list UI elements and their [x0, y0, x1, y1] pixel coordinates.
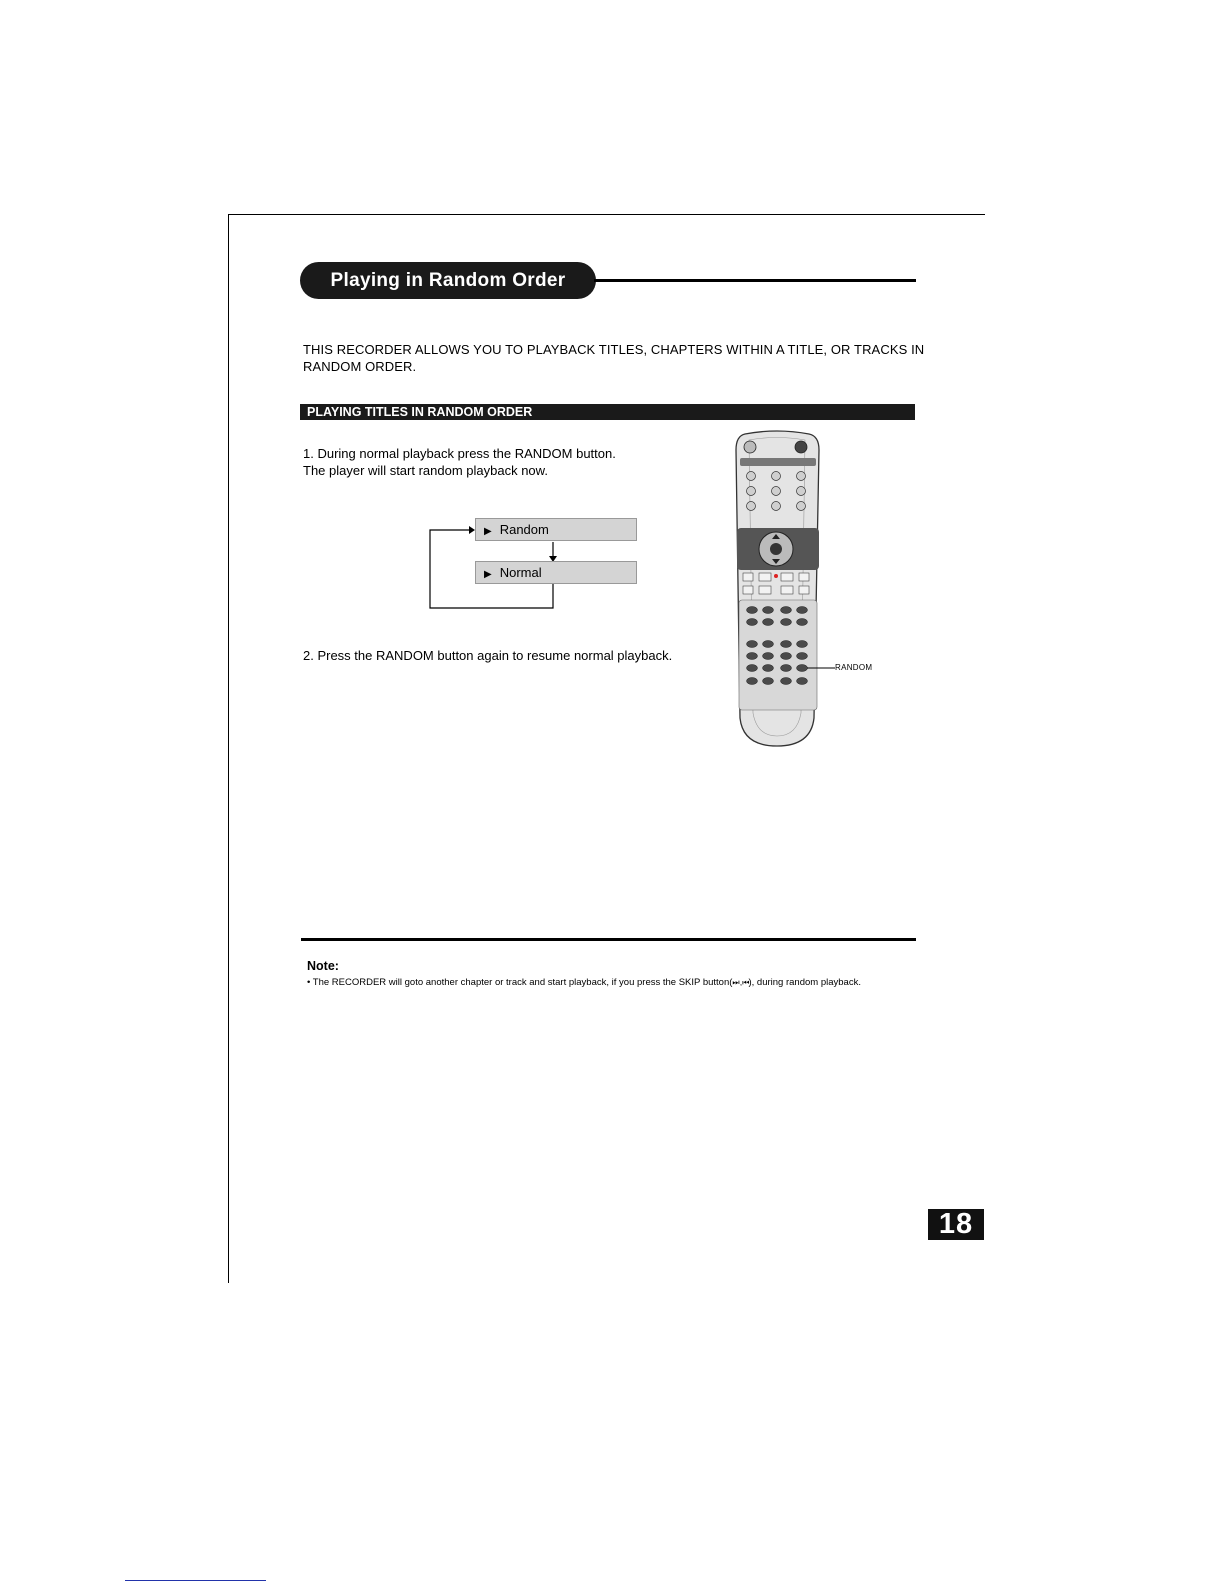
mode-random-box [475, 518, 637, 541]
note-text-after: ), during random playback. [748, 977, 861, 988]
page-number: 18 [928, 1209, 984, 1240]
skip-icons: ⏭ , ⏮ [732, 978, 749, 987]
play-triangle-icon: ▶ [484, 569, 492, 580]
frame-top-rule [228, 214, 985, 215]
step-1 [303, 445, 723, 479]
play-triangle-icon: ▶ [484, 526, 492, 537]
bottom-link-underline [125, 1580, 266, 1581]
note-title: Note: [307, 959, 339, 973]
mode-random-label: Random [499, 522, 549, 537]
intro-paragraph: THIS RECORDER ALLOWS YOU TO PLAYBACK TITLES, CHAPTERS WITHIN A TITLE, OR TRACKS IN RANDOM ORDER. [303, 342, 925, 374]
random-callout-label: RANDOM [835, 663, 873, 672]
mode-normal-box [475, 561, 637, 584]
title-rule [594, 279, 916, 282]
step-2: 2. Press the RANDOM button again to resume normal playback. [303, 648, 673, 663]
note-text [307, 975, 917, 990]
mode-normal-label: Normal [499, 565, 542, 580]
page-title: Playing in Random Order [300, 262, 596, 299]
remote-control-icon [735, 428, 835, 750]
note-rule [301, 938, 916, 941]
step-1-line-2: The player will start random playback now. [303, 463, 548, 478]
step-1-line-1: 1. During normal playback press the RANDOM button. [303, 446, 616, 461]
note-text-before: • The RECORDER will goto another chapter or track and start playback, if you press the SKIP button( [307, 977, 733, 988]
section-heading: PLAYING TITLES IN RANDOM ORDER [300, 404, 915, 420]
frame-left-rule [228, 214, 229, 1283]
